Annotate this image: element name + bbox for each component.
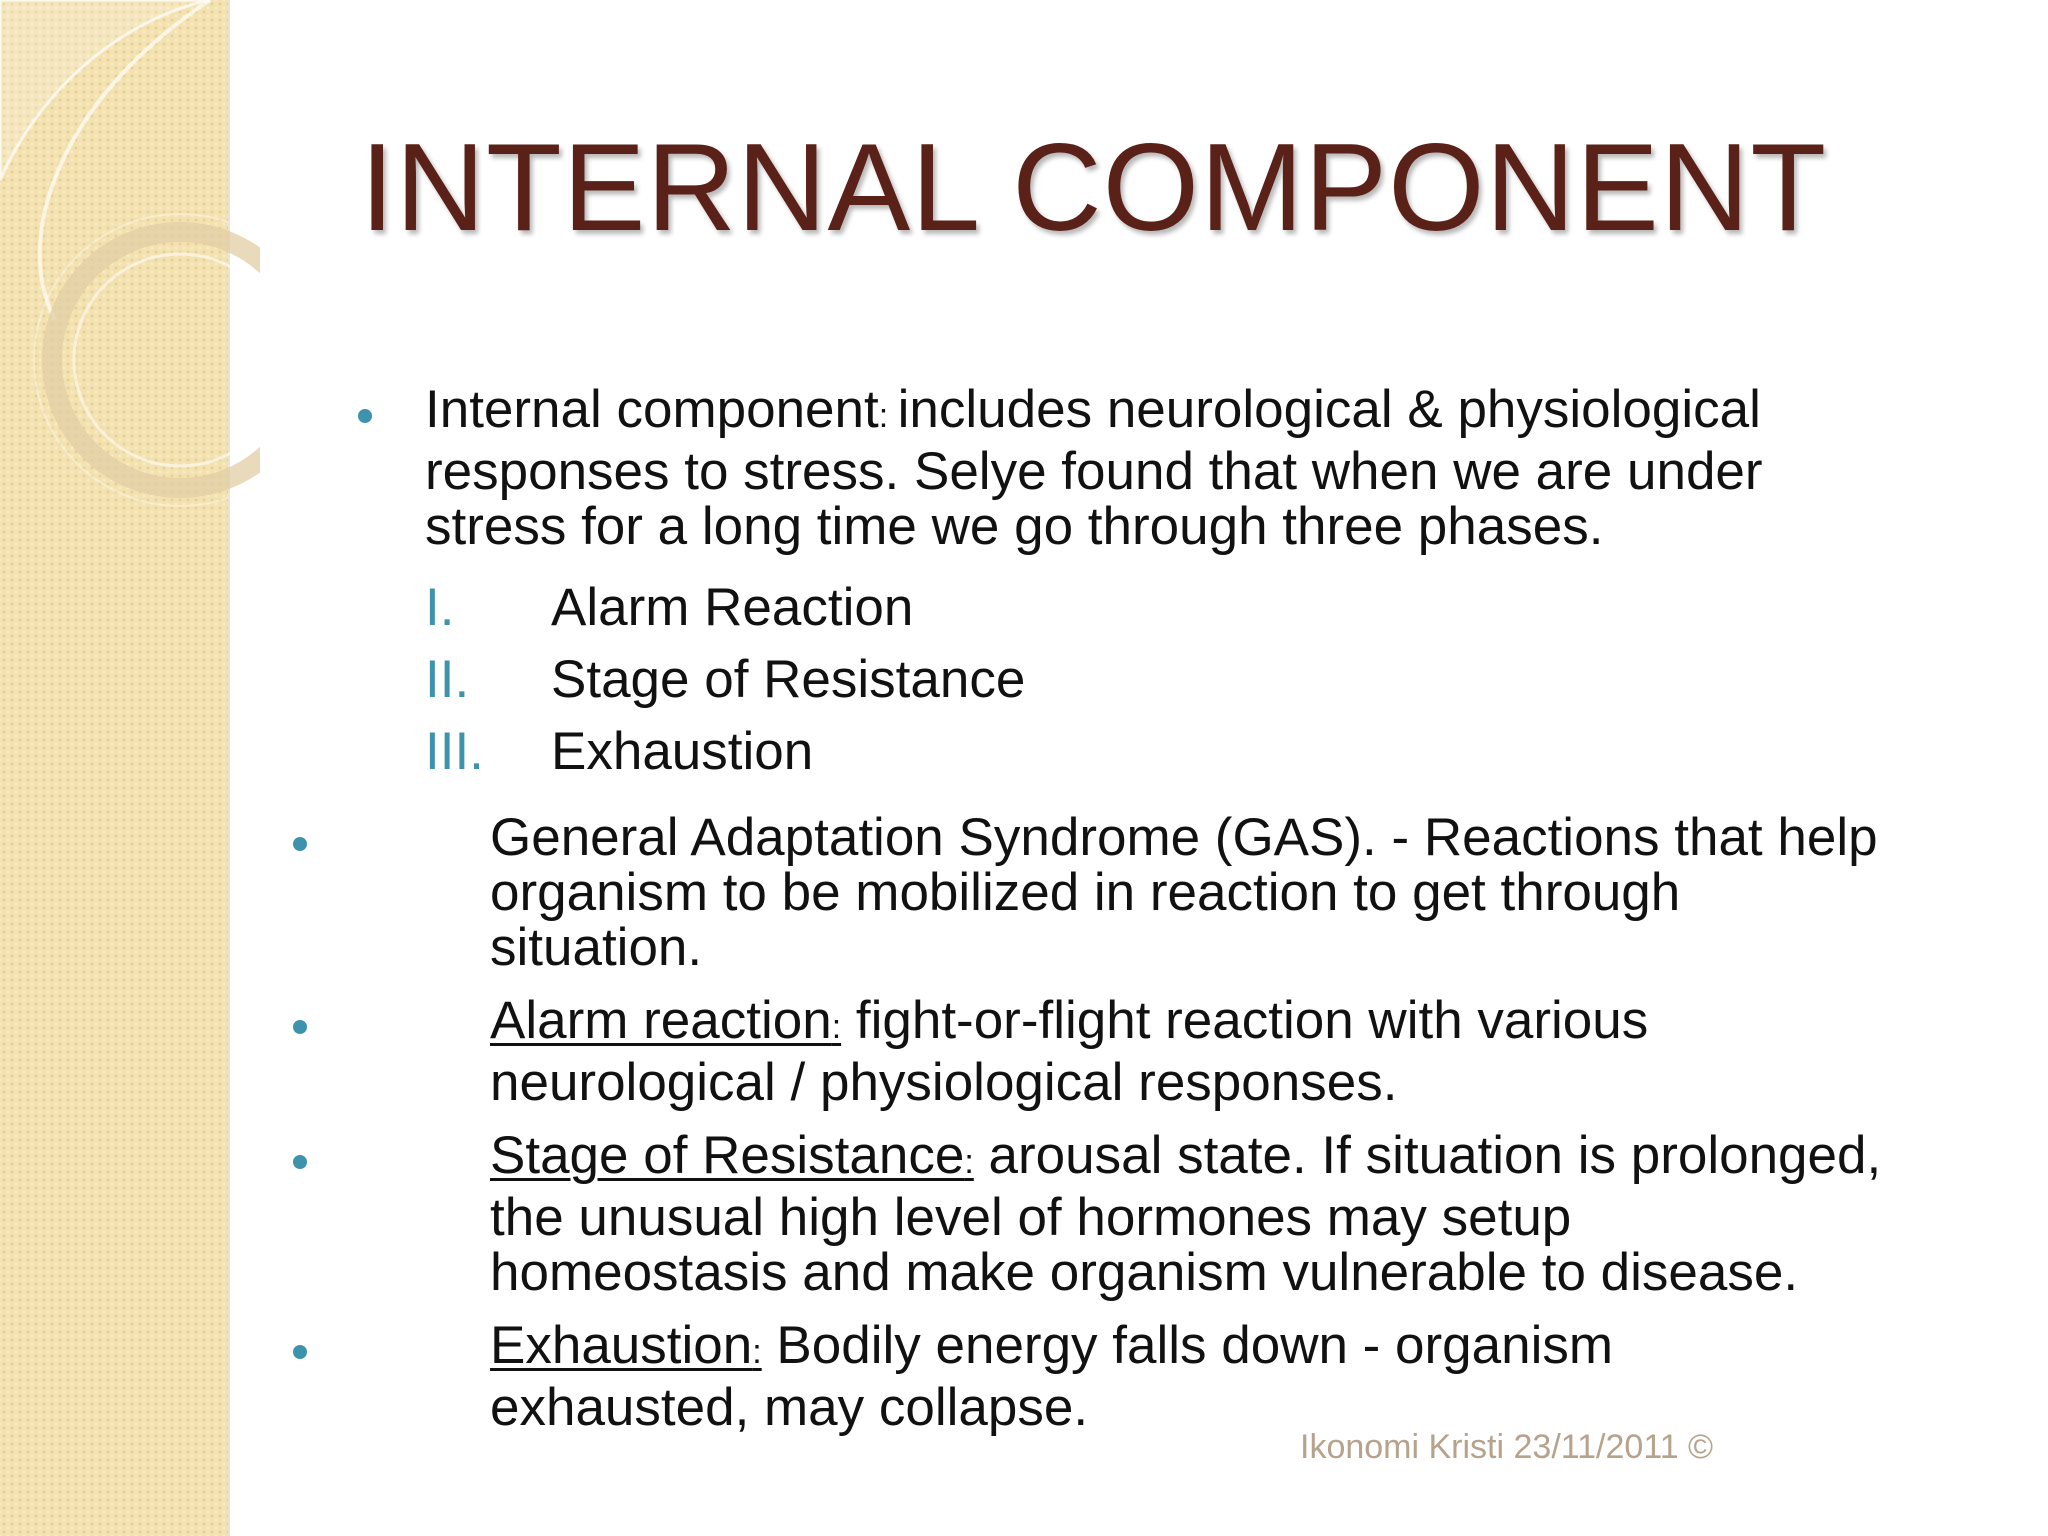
gas-line-1: General Adaptation Syndrome (GAS). - Reactions that help xyxy=(490,808,1878,867)
alarm-term: Alarm reaction xyxy=(490,991,832,1050)
bullet-dot-icon xyxy=(358,409,372,423)
phase-item xyxy=(425,644,2010,716)
bullet-dot-icon xyxy=(293,1020,307,1034)
phases-list xyxy=(425,572,2010,788)
phase-numeral: I. xyxy=(425,578,455,637)
gas-line-3: situation. xyxy=(490,918,703,977)
resistance-line-1: Stage of Resistance: arousal state. If situation is prolonged, xyxy=(490,1126,1882,1185)
bullet-dot-icon xyxy=(293,837,307,851)
slide-content xyxy=(360,382,2010,1453)
phase-label: Exhaustion xyxy=(551,722,814,781)
resistance-term: Stage of Resistance xyxy=(490,1126,965,1185)
bullet-exhaustion xyxy=(360,1318,2010,1435)
alarm-line-2: neurological / physiological responses. xyxy=(490,1053,1398,1112)
decorative-side-strip xyxy=(0,0,230,1536)
intro-line-2: responses to stress. Selye found that when we are under xyxy=(425,442,1763,501)
phase-label: Stage of Resistance xyxy=(551,650,1026,709)
resistance-line-3: homeostasis and make organism vulnerable to disease. xyxy=(490,1243,1799,1302)
slide-title: INTERNAL COMPONENT xyxy=(360,119,1828,257)
bullet-gas xyxy=(360,810,2010,975)
bullet-dot-icon xyxy=(293,1345,307,1359)
phase-numeral: III. xyxy=(425,722,484,781)
bullet-alarm-reaction xyxy=(360,993,2010,1110)
alarm-line-1: Alarm reaction: fight-or-flight reaction with various xyxy=(490,991,1649,1050)
bullet-dot-icon xyxy=(293,1155,307,1169)
phase-item xyxy=(425,716,2010,788)
intro-line-3: stress for a long time we go through three phases. xyxy=(425,497,1604,556)
phase-item xyxy=(425,572,2010,644)
exhaustion-line-1: Exhaustion: Bodily energy falls down - organism xyxy=(490,1316,1614,1375)
resistance-line-2: the unusual high level of hormones may setup xyxy=(490,1188,1572,1247)
intro-line-1: Internal component: includes neurological & physiological xyxy=(425,380,1761,439)
exhaustion-term: Exhaustion xyxy=(490,1316,753,1375)
slide-footer: Ikonomi Kristi 23/11/2011 © xyxy=(1300,1428,1714,1466)
phase-numeral: II. xyxy=(425,650,470,709)
bullet-internal-component xyxy=(360,382,2010,554)
exhaustion-line-2: exhausted, may collapse. xyxy=(490,1378,1089,1437)
bullet-stage-of-resistance xyxy=(360,1128,2010,1300)
gas-line-2: organism to be mobilized in reaction to get through xyxy=(490,863,1681,922)
phase-label: Alarm Reaction xyxy=(551,578,914,637)
